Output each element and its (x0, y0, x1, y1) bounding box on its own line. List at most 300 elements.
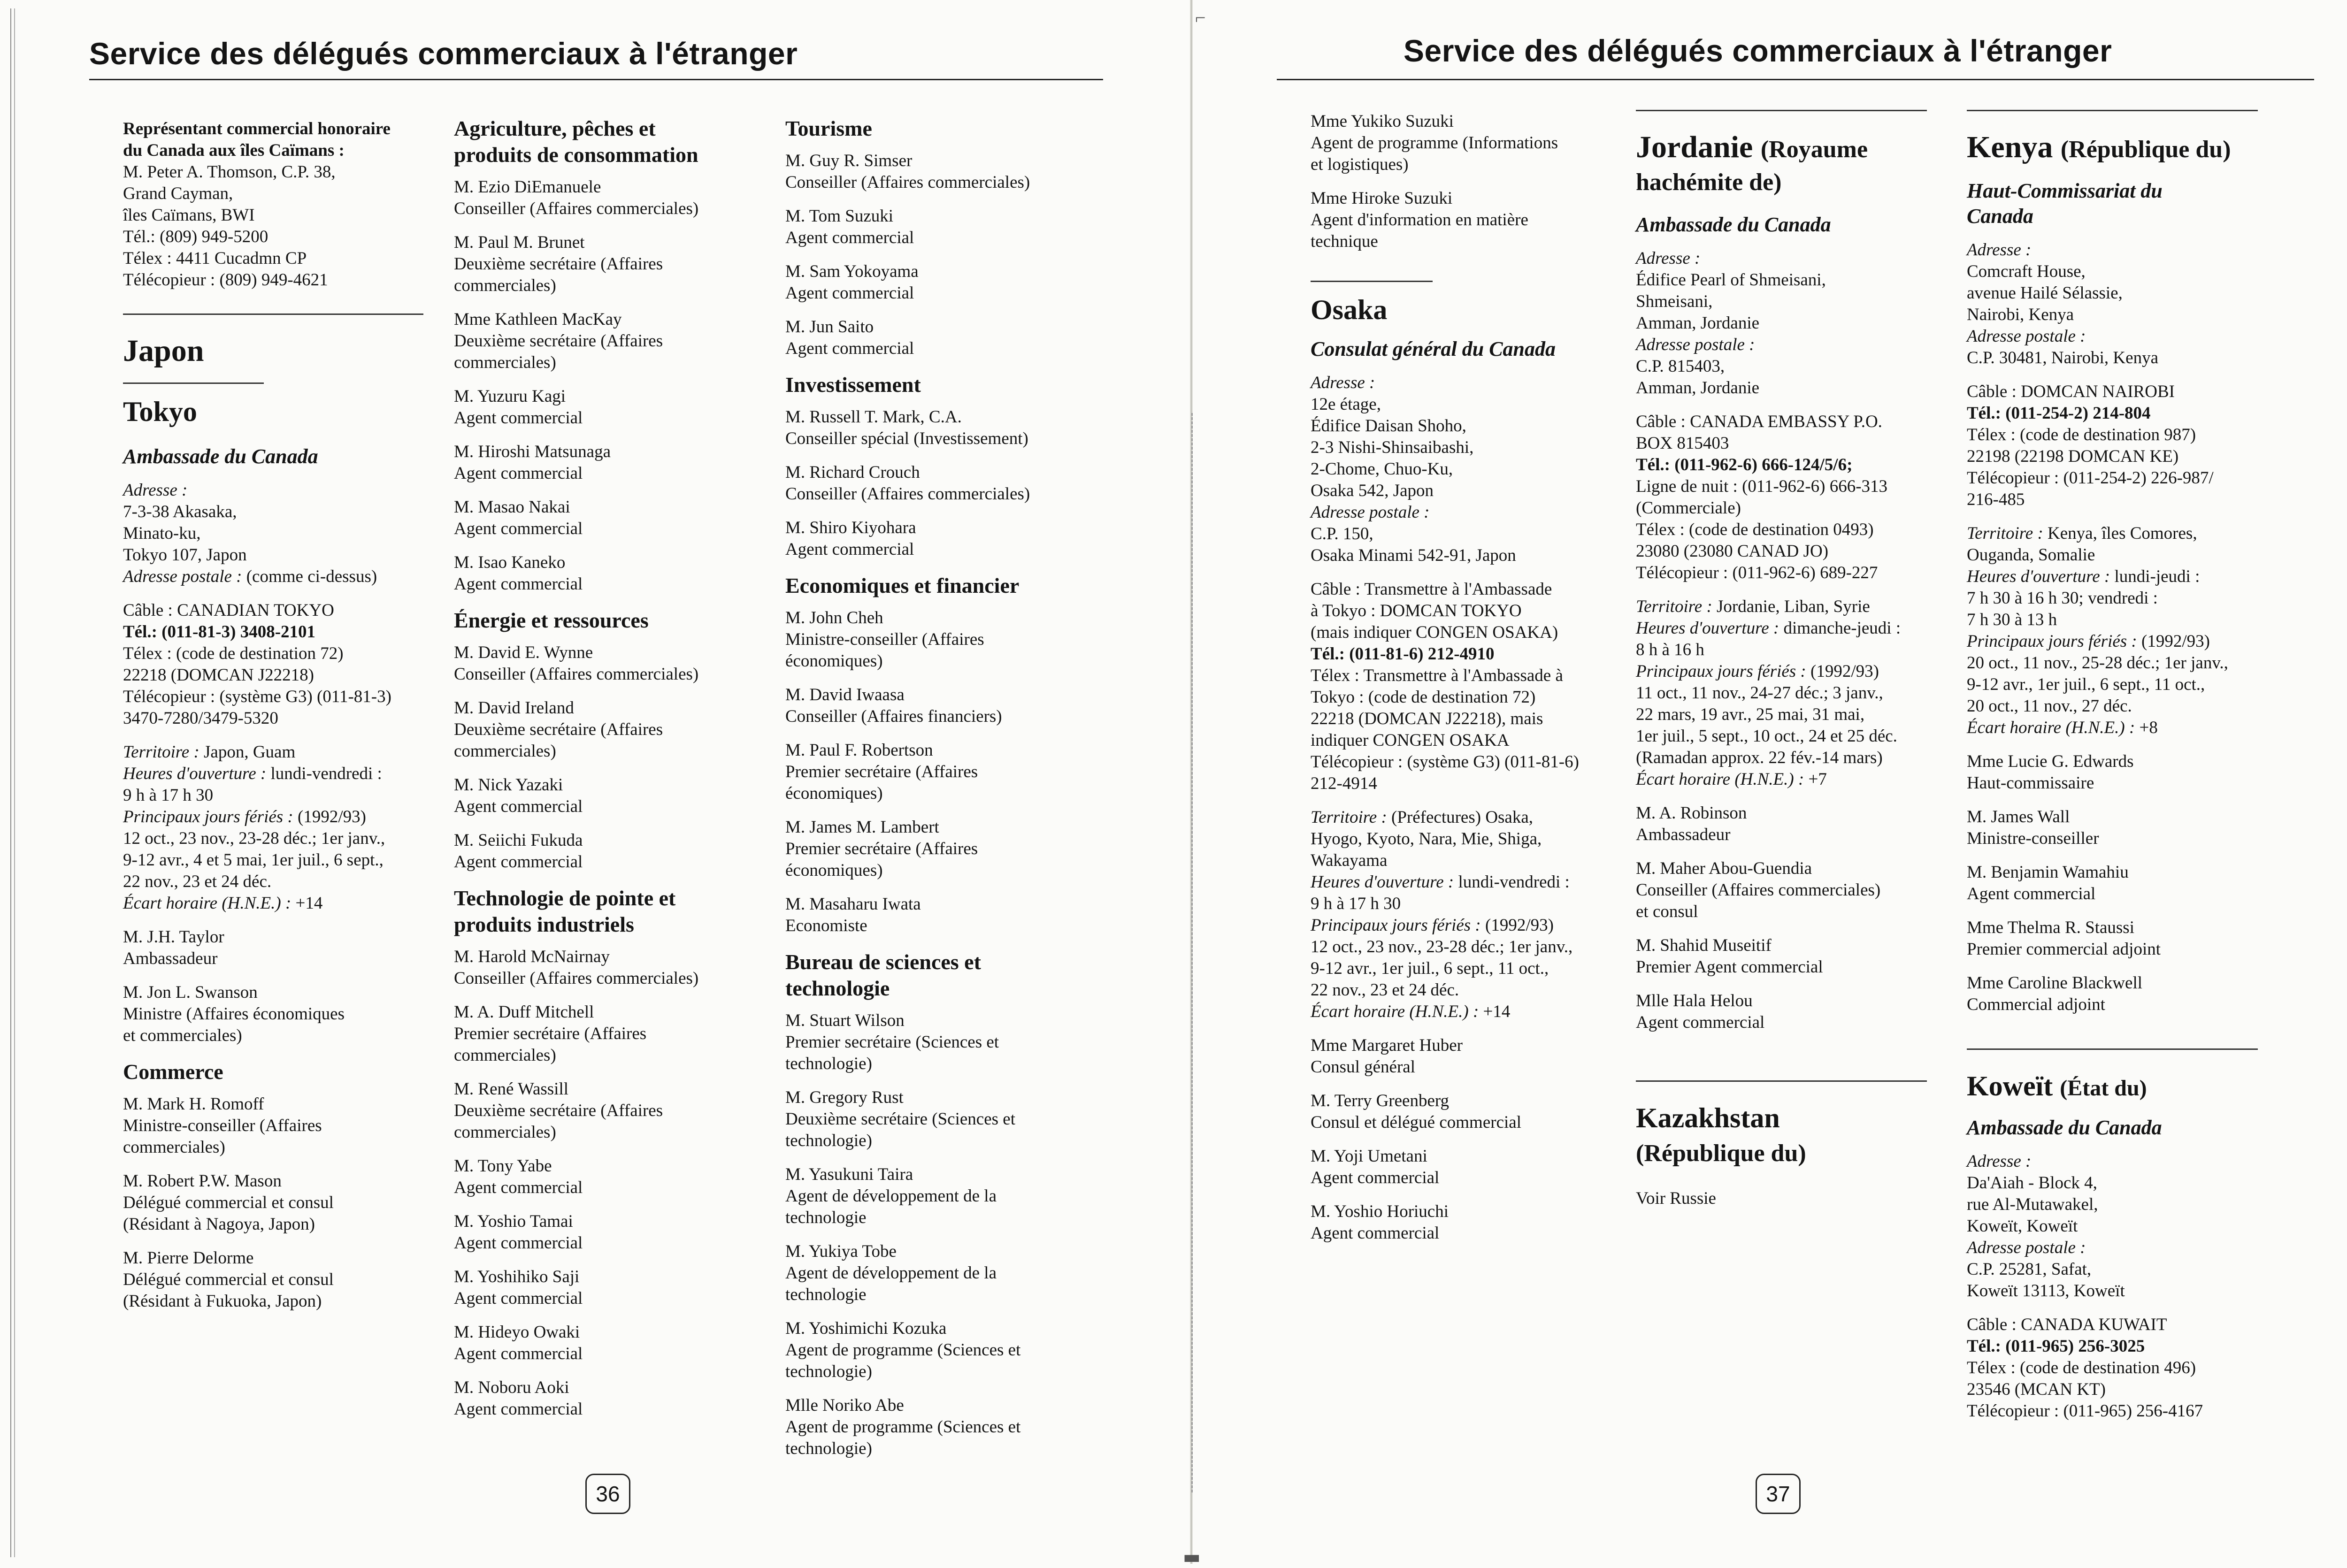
staff-name: M. Yoshimichi Kozuka (785, 1319, 947, 1338)
staff-name: Mme Lucie G. Edwards (1967, 752, 2134, 771)
contact-line: (mais indiquer CONGEN OSAKA) (1311, 623, 1558, 642)
section-heading-sciences (785, 949, 1104, 1002)
address-block (1636, 248, 1946, 399)
address-label: Adresse : (1967, 1152, 2032, 1171)
contact-line: Ligne de nuit : (011-962-6) 666-313 (1636, 477, 1888, 496)
staff-title: Conseiller (Affaires commerciales) (785, 484, 1030, 504)
staff-entry (454, 309, 773, 374)
staff-title: économiques) (785, 784, 883, 803)
section-heading-investissement: Investissement (785, 373, 921, 397)
section-rule (1967, 1048, 2258, 1050)
staff-title: Agent commercial (454, 852, 583, 872)
contact-line: Tél.: (011-965) 256-3025 (1967, 1337, 2145, 1356)
binding-edge (10, 8, 15, 1557)
staff-name: M. Shahid Museitif (1636, 936, 1772, 955)
contact-line: indiquer CONGEN OSAKA (1311, 731, 1510, 750)
info-block (1311, 807, 1611, 1023)
staff-title: Agent de développement de la (785, 1263, 997, 1283)
cross-reference-note: Voir Russie (1636, 1189, 1716, 1208)
spine-mark-top: ⌐ (1195, 7, 1206, 28)
staff-entry (785, 462, 1104, 505)
cayman-line: du Canada aux îles Caïmans : (123, 141, 345, 160)
contact-line: Câble : CANADA KUWAIT (1967, 1315, 2167, 1334)
info-block (123, 742, 423, 914)
address-line: Amman, Jordanie (1636, 314, 1760, 333)
staff-title: Conseiller (Affaires commerciales) (454, 969, 699, 988)
staff-name: M. Gregory Rust (785, 1088, 904, 1107)
staff-name: M. Yasukuni Taira (785, 1165, 913, 1184)
postal-address-line: C.P. 25281, Safat, (1967, 1260, 2092, 1279)
territory-label: Territoire : (1636, 597, 1712, 616)
address-label: Adresse : (1311, 373, 1375, 392)
contact-line: 22198 (22198 DOMCAN KE) (1967, 447, 2179, 466)
staff-title: économiques) (785, 861, 883, 880)
territory-value: Hyogo, Kyoto, Nara, Mie, Shiga, (1311, 829, 1542, 849)
address-line: Da'Aiah - Block 4, (1967, 1173, 2097, 1193)
left-col-2 (454, 115, 773, 1432)
staff-title: Agent de développement de la (785, 1186, 997, 1206)
time-offset-line (1967, 717, 2286, 739)
section-heading-commerce: Commerce (123, 1060, 223, 1084)
postal-address-line: C.P. 30481, Nairobi, Kenya (1967, 348, 2158, 367)
contact-line: Tél.: (011-81-3) 3408-2101 (123, 622, 316, 642)
staff-title: Premier commercial adjoint (1967, 940, 2161, 959)
address-label: Adresse : (1967, 240, 2032, 260)
contact-line: Câble : Transmettre à l'Ambassade (1311, 580, 1552, 599)
staff-name: M. Yukiya Tobe (785, 1242, 897, 1261)
staff-name: M. Terry Greenberg (1311, 1091, 1450, 1110)
staff-title: Agent d'information en matière (1311, 210, 1528, 229)
hours-value: 8 h à 16 h (1636, 640, 1704, 659)
staff-title: Ministre-conseiller (Affaires (785, 630, 984, 649)
staff-name: M. Mark H. Romoff (123, 1094, 264, 1114)
staff-title: Haut-commissaire (1967, 773, 2094, 793)
staff-entry (1967, 806, 2286, 849)
staff-entry (1636, 990, 1946, 1033)
postal-address-line: Osaka Minami 542-91, Japon (1311, 546, 1516, 565)
country-name: Koweït (1967, 1071, 2053, 1101)
hours-line (1967, 566, 2286, 588)
staff-entry (1967, 917, 2286, 960)
left-col-1 (123, 118, 423, 1324)
staff-title: technologie) (785, 1362, 872, 1381)
staff-name: M. Benjamin Wamahiu (1967, 863, 2129, 882)
staff-entry (454, 1078, 773, 1143)
staff-title: Ministre-conseiller (Affaires (123, 1116, 322, 1135)
time-offset-label: Écart horaire (H.N.E.) : (1967, 718, 2135, 737)
staff-entry (785, 894, 1104, 937)
staff-name: M. Tony Yabe (454, 1156, 552, 1176)
contact-line: Télex : Transmettre à l'Ambassade à (1311, 666, 1563, 685)
contact-line: 3470-7280/3479-5320 (123, 709, 278, 728)
staff-title: commerciales) (454, 353, 556, 372)
staff-entry (1311, 1035, 1611, 1078)
contact-block (1967, 381, 2286, 511)
city-heading-tokyo: Tokyo (123, 396, 197, 427)
territory-label: Territoire : (123, 742, 199, 762)
hours-value: 7 h 30 à 13 h (1967, 610, 2057, 629)
staff-title: technologie) (785, 1054, 872, 1073)
header-rule (89, 79, 1103, 80)
staff-entry (785, 1087, 1104, 1152)
staff-title: Agent de programme (Informations (1311, 133, 1558, 153)
staff-entry (454, 1266, 773, 1309)
right-col-1 (1311, 111, 1611, 1256)
staff-title: Agent commercial (785, 540, 914, 559)
territory-label: Territoire : (1311, 808, 1387, 827)
time-offset-value: +14 (291, 894, 323, 913)
mission-line: Haut-Commissariat du (1967, 179, 2163, 202)
contact-line: Télécopieur : (011-254-2) 226-987/ (1967, 468, 2214, 488)
contact-line: Télécopieur : (011-962-6) 689-227 (1636, 563, 1878, 582)
contact-line: Télex : (code de destination 987) (1967, 425, 2196, 444)
staff-name: M. Ezio DiEmanuele (454, 177, 601, 197)
address-line: 7-3-38 Akasaka, (123, 502, 237, 521)
staff-entry (785, 1164, 1104, 1229)
page-header-title: Service des délégués commerciaux à l'étranger (89, 36, 798, 71)
hours-label: Heures d'ouverture : (1311, 872, 1454, 892)
staff-title: économiques) (785, 651, 883, 671)
staff-name: M. Harold McNairnay (454, 947, 610, 966)
staff-entry (1311, 1146, 1611, 1189)
holidays-line (123, 806, 423, 828)
holidays-value: 9-12 avr., 1er juil., 6 sept., 11 oct., (1311, 959, 1549, 978)
address-line: 2-Chome, Chuo-Ku, (1311, 459, 1453, 479)
staff-title: Conseiller spécial (Investissement) (785, 429, 1028, 448)
address-line: Shmeisani, (1636, 292, 1713, 311)
mission-title (1967, 178, 2286, 229)
contact-line: Câble : CANADA EMBASSY P.O. (1636, 412, 1882, 431)
staff-entry (1967, 751, 2286, 794)
section-heading-agriculture (454, 115, 773, 168)
staff-entry (454, 552, 773, 595)
country-name: Kenya (1967, 130, 2053, 164)
section-rule (1636, 110, 1927, 111)
address-line: avenue Hailé Sélassie, (1967, 283, 2123, 303)
staff-title: Premier secrétaire (Affaires (785, 839, 978, 858)
staff-entry (1967, 862, 2286, 905)
header-rule (1277, 79, 2314, 80)
staff-entry (454, 697, 773, 762)
staff-title: Agent commercial (454, 574, 583, 594)
holidays-value: (1992/93) (1480, 916, 1554, 935)
staff-name: M. David Ireland (454, 698, 574, 718)
staff-name: M. Paul F. Robertson (785, 741, 933, 760)
hours-label: Heures d'ouverture : (1636, 619, 1779, 638)
page-number: 36 (585, 1474, 630, 1514)
staff-entry (123, 926, 423, 970)
territory-value: Kenya, îles Comores, (2043, 524, 2197, 543)
address-line: Tokyo 107, Japon (123, 545, 247, 565)
holidays-value: 9-12 avr., 1er juil., 6 sept., 11 oct., (1967, 675, 2205, 694)
staff-title: Agent commercial (1967, 884, 2096, 903)
address-label: Adresse : (123, 481, 188, 500)
contact-block (1967, 1314, 2286, 1422)
postal-address-label: Adresse postale : (123, 567, 242, 586)
city-rule (1311, 281, 1433, 282)
staff-entry (123, 1170, 423, 1235)
staff-title: Commercial adjoint (1967, 995, 2105, 1014)
section-rule (123, 314, 423, 315)
territory-line (1311, 807, 1611, 828)
time-offset-line (123, 893, 423, 914)
hours-value: lundi-jeudi : (2110, 567, 2200, 586)
staff-name: M. Yoshihiko Saji (454, 1267, 580, 1286)
staff-name: M. Hideyo Owaki (454, 1323, 580, 1342)
staff-entry (454, 642, 773, 685)
country-qualifier: (République du) (1636, 1140, 1806, 1167)
staff-entry (1311, 1090, 1611, 1133)
staff-entry (785, 206, 1104, 249)
time-offset-line (1636, 769, 1946, 790)
contact-block (1311, 579, 1611, 795)
country-name: Jordanie (1636, 130, 1753, 164)
time-offset-value: +7 (1804, 770, 1827, 789)
staff-entry (454, 176, 773, 220)
territory-value: (Préfectures) Osaka, (1387, 808, 1534, 827)
staff-title: technologie (785, 1285, 867, 1304)
contact-line: Câble : DOMCAN NAIROBI (1967, 382, 2175, 401)
time-offset-line (1311, 1001, 1611, 1023)
address-label: Adresse : (1636, 249, 1701, 268)
contact-line: 216-485 (1967, 490, 2025, 509)
cayman-line: Tél.: (809) 949-5200 (123, 227, 268, 246)
staff-entry (454, 497, 773, 540)
staff-entry (454, 441, 773, 484)
staff-name: M. Stuart Wilson (785, 1011, 905, 1030)
holidays-value: 9-12 avr., 4 et 5 mai, 1er juil., 6 sept., (123, 850, 383, 870)
country-heading-japon: Japon (123, 334, 204, 368)
staff-name: M. Richard Crouch (785, 463, 920, 482)
staff-title: Agent commercial (1311, 1168, 1440, 1187)
address-line: 2-3 Nishi-Shinsaibashi, (1311, 438, 1474, 457)
address-line: 12e étage, (1311, 395, 1381, 414)
staff-entry (454, 946, 773, 989)
hours-value: 7 h 30 à 16 h 30; vendredi : (1967, 589, 2158, 608)
staff-name: M. Nick Yazaki (454, 775, 563, 795)
staff-entry (454, 830, 773, 873)
contact-line: Tél.: (011-254-2) 214-804 (1967, 404, 2151, 423)
staff-entry (123, 1247, 423, 1312)
contact-line: 22218 (DOMCAN J22218), mais (1311, 709, 1543, 728)
country-qualifier: (État du) (2060, 1076, 2147, 1101)
holidays-value: 22 nov., 23 et 24 déc. (1311, 980, 1459, 1000)
staff-title: Premier secrétaire (Affaires (785, 762, 978, 781)
holidays-value: 22 mars, 19 avr., 25 mai, 31 mai, (1636, 705, 1865, 724)
staff-entry (785, 517, 1104, 560)
section-heading-economiques: Economiques et financier (785, 574, 1020, 597)
staff-title: Agent commercial (1311, 1224, 1440, 1243)
staff-title: Ambassadeur (1636, 825, 1731, 844)
staff-name: M. René Wassill (454, 1079, 569, 1099)
staff-name: Mme Hiroke Suzuki (1311, 189, 1453, 208)
staff-name: M. David Iwaasa (785, 685, 905, 704)
territory-line (1967, 523, 2286, 544)
contact-line: 23546 (MCAN KT) (1967, 1380, 2106, 1399)
staff-title: technique (1311, 232, 1378, 251)
address-line: Comcraft House, (1967, 262, 2086, 281)
cayman-line: Grand Cayman, (123, 184, 233, 203)
contact-line: Télécopieur : (système G3) (011-81-3) (123, 687, 391, 706)
staff-title: Agent de programme (Sciences et (785, 1340, 1021, 1360)
contact-block (123, 600, 423, 729)
staff-entry (454, 1155, 773, 1199)
staff-name: M. Shiro Kiyohara (785, 518, 916, 537)
staff-name: Mlle Noriko Abe (785, 1396, 904, 1415)
staff-title: Agent commercial (454, 1289, 583, 1308)
staff-entry (454, 232, 773, 297)
staff-name: M. A. Duff Mitchell (454, 1002, 594, 1022)
staff-entry (1311, 111, 1611, 176)
staff-name: M. David E. Wynne (454, 643, 593, 662)
staff-name: M. Jun Saito (785, 317, 874, 337)
contact-line: (Commerciale) (1636, 498, 1741, 518)
territory-value: Wakayama (1311, 851, 1388, 870)
section-heading-technologie (454, 885, 773, 938)
address-line: Minato-ku, (123, 524, 201, 543)
staff-entry (1311, 1201, 1611, 1244)
address-block (123, 480, 423, 588)
hours-label: Heures d'ouverture : (123, 764, 267, 783)
staff-name: M. Sam Yokoyama (785, 262, 919, 281)
section-heading-line: Technologie de pointe et (454, 886, 676, 910)
staff-entry (123, 1094, 423, 1158)
staff-entry (454, 1211, 773, 1254)
staff-name: Mme Kathleen MacKay (454, 310, 622, 329)
holidays-label: Principaux jours fériés : (1311, 916, 1481, 935)
left-col-3 (785, 115, 1104, 1472)
staff-title: Agent commercial (454, 408, 583, 428)
address-block (1311, 372, 1611, 566)
staff-title: et commerciales) (123, 1026, 242, 1045)
address-line: Édifice Daisan Shoho, (1311, 416, 1466, 436)
cayman-line: Télécopieur : (809) 949-4621 (123, 270, 328, 290)
holidays-line (1967, 631, 2286, 652)
holidays-value: 11 oct., 11 nov., 24-27 déc.; 3 janv., (1636, 683, 1883, 703)
postal-address-line: Amman, Jordanie (1636, 378, 1760, 398)
staff-entry (1636, 935, 1946, 978)
staff-title: commerciales) (454, 1123, 556, 1142)
staff-entry (785, 1318, 1104, 1383)
staff-title: commerciales) (123, 1138, 225, 1157)
staff-entry (785, 740, 1104, 804)
staff-title: Délégué commercial et consul (123, 1270, 334, 1289)
staff-name: M. Maher Abou-Guendia (1636, 859, 1812, 878)
staff-entry (454, 1002, 773, 1066)
staff-title: Deuxième secrétaire (Affaires (454, 1101, 663, 1120)
section-heading-line: Bureau de sciences et (785, 950, 981, 974)
holidays-value: 12 oct., 23 nov., 23-28 déc.; 1er janv., (123, 829, 385, 848)
territory-line (1636, 596, 1946, 618)
staff-name: M. Paul M. Brunet (454, 233, 585, 252)
postal-address-label: Adresse postale : (1967, 327, 2086, 346)
staff-name: M. Masaharu Iwata (785, 895, 921, 914)
staff-title: Agent commercial (454, 797, 583, 816)
staff-title: Deuxième secrétaire (Affaires (454, 254, 663, 274)
contact-line: à Tokyo : DOMCAN TOKYO (1311, 601, 1522, 620)
country-heading-kenya (1967, 130, 2286, 167)
hours-line (1311, 872, 1611, 893)
postal-address-line: C.P. 150, (1311, 524, 1373, 543)
section-rule (1967, 110, 2258, 111)
staff-name: M. James M. Lambert (785, 818, 939, 837)
staff-entry (785, 316, 1104, 359)
staff-title: Conseiller (Affaires commerciales) (454, 665, 699, 684)
staff-title: Economiste (785, 916, 867, 935)
staff-entry (1967, 972, 2286, 1016)
time-offset-label: Écart horaire (H.N.E.) : (123, 894, 291, 913)
contact-line: Télex : (code de destination 496) (1967, 1358, 2196, 1377)
staff-name: M. James Wall (1967, 807, 2070, 826)
staff-title: Agent commercial (454, 1400, 583, 1419)
page-number: 37 (1756, 1474, 1801, 1514)
holidays-value: (1992/93) (293, 807, 366, 826)
staff-entry (454, 1322, 773, 1365)
contact-line: Télex : (code de destination 72) (123, 644, 344, 663)
staff-title: commerciales) (454, 276, 556, 295)
territory-value: Ouganda, Somalie (1967, 545, 2095, 565)
spine-mark-bottom: ▬ (1183, 1546, 1201, 1568)
time-offset-value: +8 (2135, 718, 2158, 737)
postal-address-label: Adresse postale : (1967, 1238, 2086, 1257)
address-line: Osaka 542, Japon (1311, 481, 1434, 500)
cayman-line: M. Peter A. Thomson, C.P. 38, (123, 162, 336, 182)
holidays-label: Principaux jours fériés : (123, 807, 293, 826)
staff-entry (454, 1377, 773, 1420)
mission-title: Consulat général du Canada (1311, 337, 1556, 360)
staff-name: Mme Caroline Blackwell (1967, 973, 2143, 993)
staff-name: M. John Cheh (785, 608, 883, 627)
info-block (1967, 523, 2286, 739)
postal-address-line: C.P. 815403, (1636, 357, 1725, 376)
staff-title: Premier secrétaire (Sciences et (785, 1033, 999, 1052)
staff-name: M. Robert P.W. Mason (123, 1171, 282, 1191)
mission-title: Ambassade du Canada (123, 445, 318, 468)
staff-title: et logistiques) (1311, 155, 1409, 174)
hours-value: 9 h à 17 h 30 (123, 786, 214, 805)
mission-line: Canada (1967, 205, 2033, 228)
section-heading-line: produits de consommation (454, 143, 698, 167)
staff-title: Agent commercial (454, 1233, 583, 1253)
staff-title: Agent commercial (1636, 1013, 1765, 1032)
staff-title: (Résidant à Fukuoka, Japon) (123, 1292, 322, 1311)
contact-line: 22218 (DOMCAN J22218) (123, 665, 314, 685)
staff-name: M. Yoshio Tamai (454, 1212, 573, 1231)
staff-title: Conseiller (Affaires commerciales) (1636, 880, 1881, 900)
country-qualifier: (Royaume (1760, 136, 1868, 163)
staff-name: M. J.H. Taylor (123, 927, 224, 947)
staff-entry (1311, 188, 1611, 252)
hours-label: Heures d'ouverture : (1967, 567, 2110, 586)
section-heading-line: Agriculture, pêches et (454, 116, 656, 140)
city-heading-osaka: Osaka (1311, 294, 1388, 325)
section-heading-energie: Énergie et ressources (454, 608, 649, 632)
contact-block (1636, 411, 1946, 584)
holidays-label: Principaux jours fériés : (1636, 662, 1806, 681)
holidays-value: 20 oct., 11 nov., 25-28 déc.; 1er janv., (1967, 653, 2228, 673)
staff-title: Délégué commercial et consul (123, 1193, 334, 1212)
staff-entry (1636, 803, 1946, 846)
holidays-value: (Ramadan approx. 22 fév.-14 mars) (1636, 748, 1883, 767)
contact-line: Tél.: (011-962-6) 666-124/5/6; (1636, 455, 1853, 474)
cayman-line: Représentant commercial honoraire (123, 119, 391, 138)
address-block (1967, 1151, 2286, 1302)
cayman-line: îles Caïmans, BWI (123, 206, 255, 225)
staff-entry (785, 1010, 1104, 1075)
hours-value: lundi-vendredi : (1454, 872, 1570, 892)
hours-value: 9 h à 17 h 30 (1311, 894, 1401, 913)
hours-value: lundi-vendredi : (266, 764, 382, 783)
